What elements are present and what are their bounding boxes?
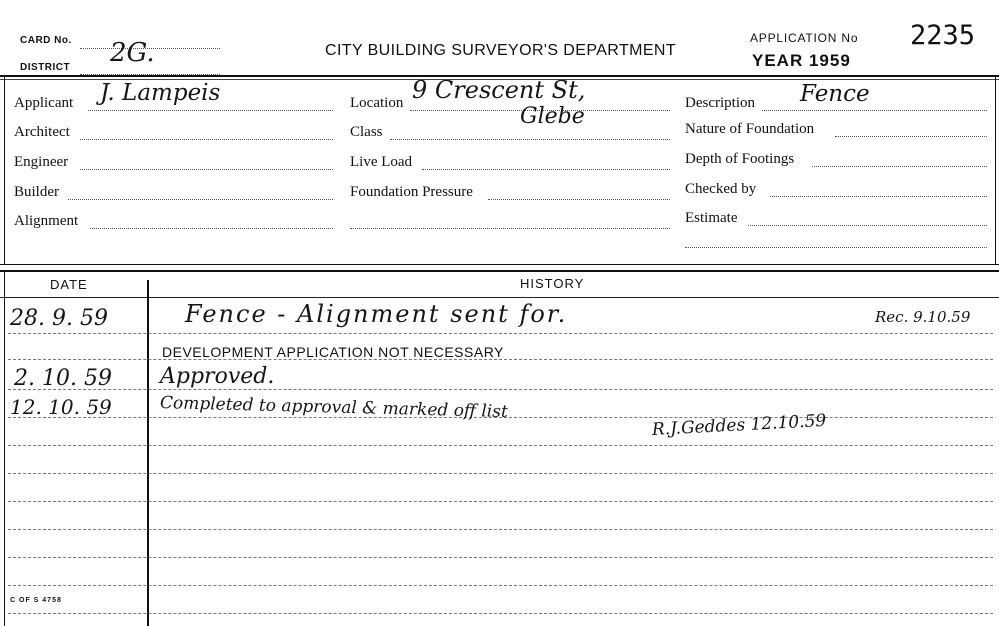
entry-date: 12. 10. 59 <box>10 395 112 419</box>
checked-label: Checked by <box>685 181 757 197</box>
year-label: YEAR 1959 <box>752 51 851 70</box>
history-box-left <box>4 270 5 626</box>
estimate-line <box>748 225 987 226</box>
architect-label: Architect <box>14 124 70 140</box>
entry-date: 28. 9. 59 <box>10 306 108 331</box>
application-number: 2235 <box>910 20 976 51</box>
location-label: Location <box>350 95 404 111</box>
district-label: DISTRICT <box>20 62 71 73</box>
ruled-line <box>8 613 993 614</box>
ruled-line <box>8 585 993 586</box>
builder-label: Builder <box>14 184 59 200</box>
col2-blank-line <box>350 228 670 229</box>
entry-text: Fence - Alignment sent for. <box>185 300 568 328</box>
col3-blank-line <box>685 247 987 248</box>
architect-line <box>80 139 333 140</box>
applicant-value: J. Lampeis <box>100 80 221 106</box>
description-value: Fence <box>800 81 870 107</box>
signature: R.J.Geddes 12.10.59 <box>651 410 827 440</box>
description-line <box>762 110 987 111</box>
estimate-label: Estimate <box>685 210 738 226</box>
class-line <box>390 139 670 140</box>
entry-text: Completed to approval & marked off list <box>159 393 509 423</box>
entry-date: 2. 10. 59 <box>14 366 112 391</box>
form-code: C OF S 4758 <box>10 597 62 604</box>
entry-text: Approved. <box>160 364 275 389</box>
foundation-pressure-line <box>488 199 670 200</box>
application-label: APPLICATION No <box>750 31 859 45</box>
date-header: DATE <box>50 277 88 292</box>
class-label: Class <box>350 124 383 140</box>
applicant-label: Applicant <box>14 95 74 111</box>
location-value: 9 Crescent St, <box>412 76 586 104</box>
engineer-line <box>80 169 333 170</box>
fields-box-left <box>4 75 5 265</box>
foundation-pressure-label: Foundation Pressure <box>350 184 473 200</box>
applicant-line <box>88 110 333 111</box>
card-no-value: 2G. <box>110 38 155 68</box>
alignment-line <box>90 228 333 229</box>
alignment-label: Alignment <box>14 213 79 229</box>
description-label: Description <box>685 95 755 111</box>
nature-label: Nature of Foundation <box>685 121 815 137</box>
ruled-line <box>8 389 993 390</box>
depth-label: Depth of Footings <box>685 151 795 167</box>
checked-line <box>770 196 987 197</box>
history-border-top <box>0 270 999 272</box>
history-header: HISTORY <box>520 276 585 291</box>
builder-line <box>68 199 333 200</box>
ruled-line <box>8 333 993 334</box>
department-title: CITY BUILDING SURVEYOR'S DEPARTMENT <box>325 42 677 59</box>
depth-line <box>812 166 987 167</box>
development-stamp: DEVELOPMENT APPLICATION NOT NECESSARY <box>162 344 504 360</box>
history-header-rule <box>0 297 999 298</box>
date-column-divider <box>147 280 149 626</box>
ruled-line <box>8 501 993 502</box>
ruled-line <box>8 529 993 530</box>
live-load-line <box>422 169 670 170</box>
ruled-line <box>8 473 993 474</box>
nature-line <box>835 136 987 137</box>
class-value: Glebe <box>520 104 585 129</box>
entry-note: Rec. 9.10.59 <box>875 308 971 326</box>
ruled-line <box>8 445 993 446</box>
live-load-label: Live Load <box>350 154 413 170</box>
ruled-line <box>8 557 993 558</box>
engineer-label: Engineer <box>14 154 69 170</box>
card-no-label: CARD No. <box>20 35 72 46</box>
fields-box-bottom <box>0 264 999 265</box>
fields-box-right <box>995 75 996 265</box>
